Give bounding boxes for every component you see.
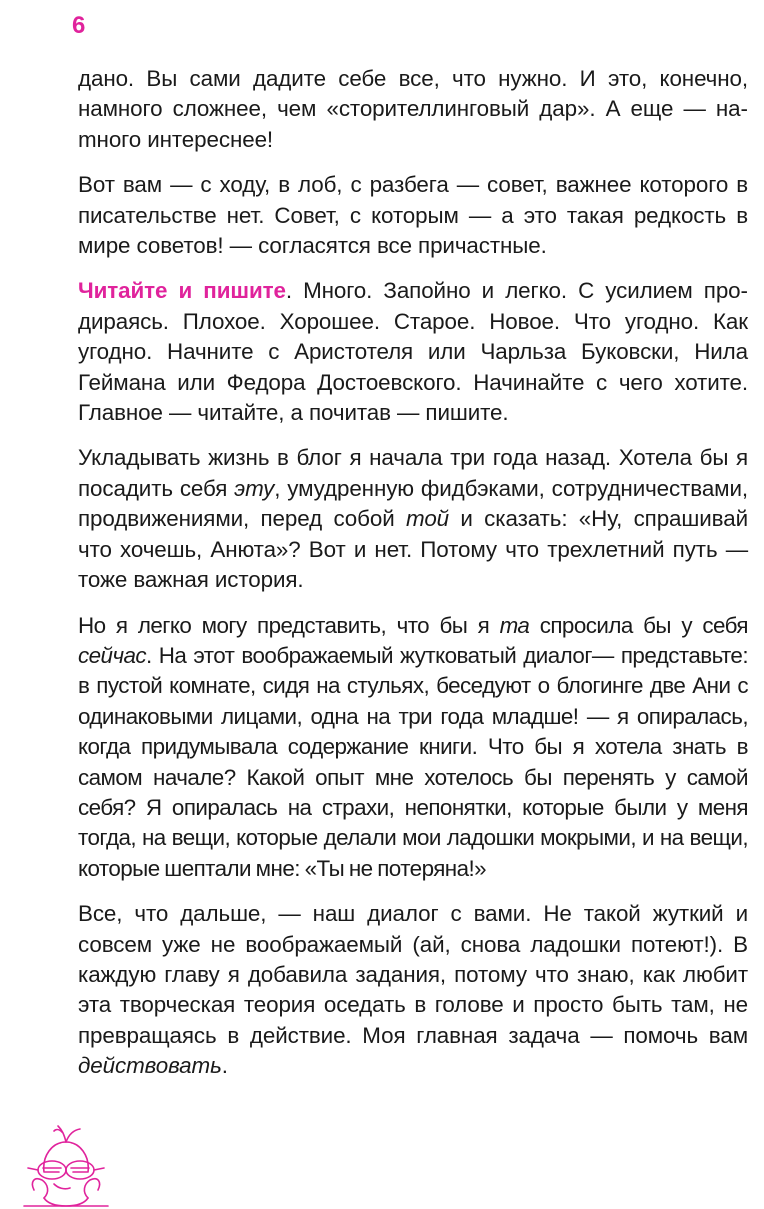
paragraph-4-text-3: и сказать: «Ну, спрашивай что хочешь, Анюта»? Вот и нет. Потому что трехлетний путь — тоже важная история. — [78, 506, 748, 593]
paragraph-4-italic-1: эту — [234, 475, 275, 501]
paragraph-5-italic-2: сейчас — [78, 642, 147, 668]
mascot-icon — [14, 1120, 114, 1208]
paragraph-3 — [78, 276, 748, 428]
paragraph-2: Вот вам — с ходу, в лоб, с разбега — совет, важнее которого в писательстве нет. Совет, с которым — а это такая редкость в мире советов! — согласятся все причастные. — [78, 172, 748, 259]
page-number: 6 — [72, 12, 86, 39]
paragraph-4 — [78, 443, 748, 595]
paragraph-5-text-2: спросила бы у себя — [529, 612, 748, 638]
paragraph-5-text-3: . На этот воображаемый жутковатый диалог— представьте: в пустой комнате, сидя на стульях, беседуют о блогинге две Ани с одинаковыми лицами, одна на три года младше! — я опиралась, когда придумывала содержание книги. Что бы я хотела знать в самом начале? Какой опыт мне хотелось бы перенять у самой себя? Я опиралась на страхи, непонятки, которые были у меня тогда, на вещи, которые делали мои ладошки мокрыми, и на вещи, которые шептали мне: «Ты не потеряна!» — [78, 642, 748, 881]
highlight-read-and-write: Читайте и пишите — [78, 278, 286, 304]
paragraph-1: дано. Вы сами дадите себе все, что нужно. И это, конечно, намного сложнее, чем «сторителлинговый дар». А еще — наmного интереснее! — [78, 66, 748, 152]
paragraph-3-text: . Много. Запойно и легко. С усилием продираясь. Плохое. Хорошее. Старое. Новое. Что угодно. Как угодно. Начните с Аристотеля или Чарльза Буковски, Нила Геймана или Федора Достоевского. Начинайте с чего хотите. Главное — читайте, а почитав — пишите. — [78, 278, 748, 426]
paragraph-6-text-2: . — [221, 1053, 228, 1079]
paragraph-4-text-2: , умудренную фидбэками, сотрудничествами, продвижениями, перед собой — [78, 475, 748, 532]
paragraph-6-text-1: Все, что дальше, — наш диалог с вами. Не такой жуткий и совсем уже не воображаемый (ай, снова ладошки потеют!). В каждую главу я добавила задания, потому что знаю, как любит эта творческая теория оседать в голове и просто быть там, не превращаясь в действие. Моя главная задача — помочь вам — [78, 901, 748, 1048]
page-body — [78, 64, 748, 1097]
paragraph-5-italic-1: та — [499, 612, 530, 638]
paragraph-4-text-1: Укладывать жизнь в блог я начала три года назад. Хотела бы я посадить себя — [78, 445, 748, 501]
paragraph-6 — [78, 899, 748, 1081]
paragraph-4-italic-2: той — [406, 506, 450, 532]
paragraph-5 — [78, 611, 748, 885]
paragraph-6-italic-1: действовать — [78, 1053, 222, 1079]
paragraph-5-text-1: Но я легко могу представить, что бы я — [78, 612, 500, 638]
